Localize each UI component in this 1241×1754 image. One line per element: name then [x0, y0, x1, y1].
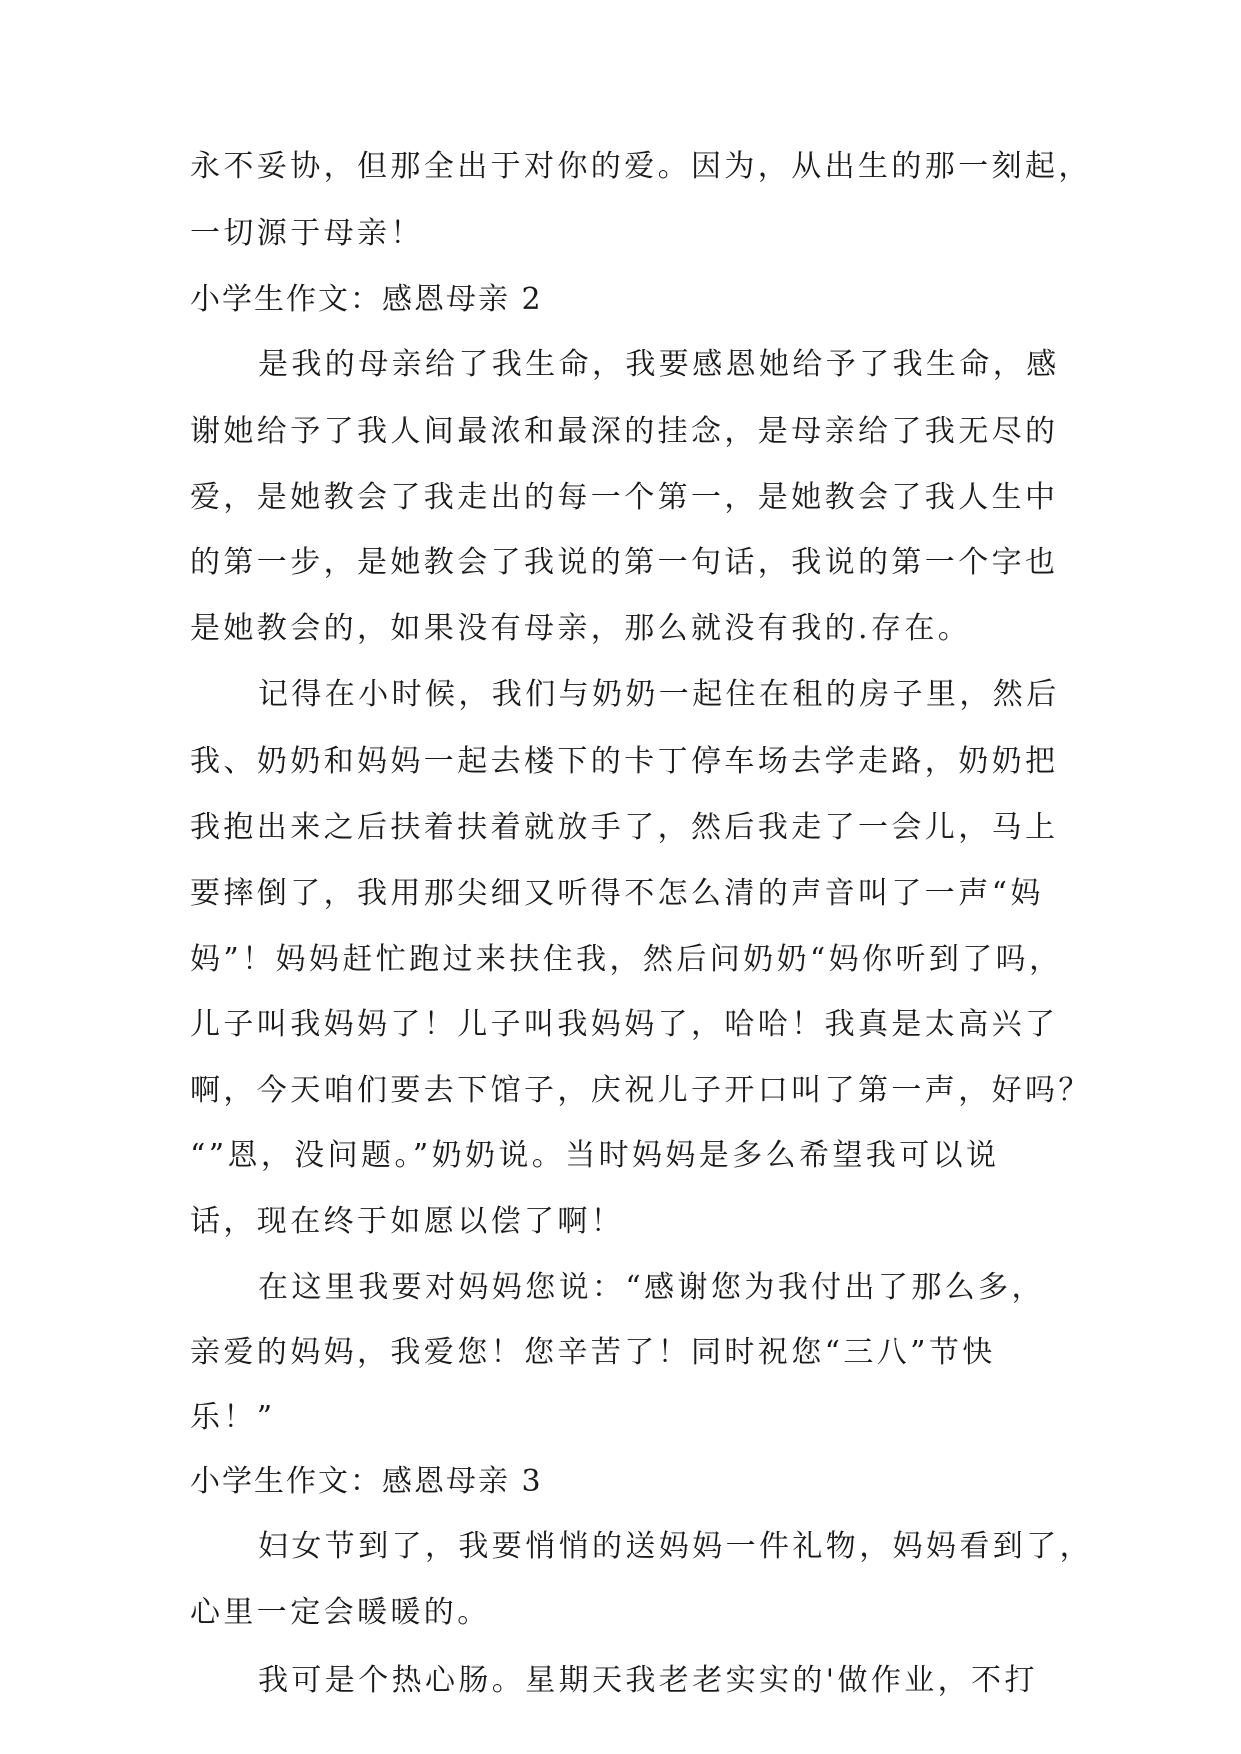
paragraph-line: [0, 1646, 1241, 1716]
line-text: 我可是个热心肠。星期天我老老实实的'做作业，不打: [258, 1663, 1038, 1698]
line-text: 我抱出来之后扶着扶着就放手了，然后我走了一会儿，马上: [190, 810, 1059, 845]
line-text: 要摔倒了，我用那尖细又听得不怎么清的声音叫了一声“妈: [190, 876, 1044, 911]
line-text: 是我的母亲给了我生命，我要感恩她给予了我生命，感: [258, 347, 1060, 382]
line-text: 心里一定会暖暖的。: [190, 1595, 491, 1630]
heading-text: 小学生作文：感恩母亲 2: [190, 282, 543, 317]
line-text: 记得在小时候，我们与奶奶一起住在租的房子里，然后: [258, 677, 1060, 712]
paragraph-line: [0, 1253, 1241, 1323]
paragraph-line: [0, 132, 1241, 202]
paragraph-line: [0, 1578, 1241, 1648]
line-text: 儿子叫我妈妈了！儿子叫我妈妈了，哈哈！我真是太高兴了: [190, 1007, 1059, 1042]
paragraph-line: [0, 594, 1241, 664]
line-text: 是她教会的，如果没有母亲，那么就没有我的.存在。: [190, 611, 972, 646]
paragraph-line: [0, 330, 1241, 400]
paragraph-line: [0, 990, 1241, 1060]
heading-text: 小学生作文：感恩母亲 3: [190, 1464, 543, 1499]
paragraph-line: [0, 1512, 1241, 1582]
line-text: 我、奶奶和妈妈一起去楼下的卡丁停车场去学走路，奶奶把: [190, 744, 1059, 779]
section-heading: [0, 265, 1241, 335]
paragraph-line: [0, 727, 1241, 797]
paragraph-line: [0, 1187, 1241, 1257]
section-heading: [0, 1447, 1241, 1517]
paragraph-line: [0, 1318, 1241, 1388]
line-text: 在这里我要对妈妈您说：“感谢您为我付出了那么多，: [258, 1270, 1045, 1305]
line-text: 爱，是她教会了我走出的每一个第一，是她教会了我人生中: [190, 480, 1059, 515]
paragraph-line: [0, 1121, 1241, 1191]
line-text: 永不妥协，但那全出于对你的爱。因为，从出生的那一刻起，: [190, 149, 1092, 184]
line-text: 妈”！妈妈赶忙跑过来扶住我，然后问奶奶“妈你听到了吗，: [190, 942, 1063, 977]
paragraph-line: [0, 528, 1241, 598]
paragraph-line: [0, 925, 1241, 995]
line-text: 妇女节到了，我要悄悄的送妈妈一件礼物，妈妈看到了，: [258, 1529, 1093, 1564]
line-text: 的第一步，是她教会了我说的第一句话，我说的第一个字也: [190, 545, 1059, 580]
paragraph-line: [0, 859, 1241, 929]
paragraph-line: [0, 1056, 1241, 1126]
paragraph-line: [0, 660, 1241, 730]
paragraph-line: [0, 463, 1241, 533]
line-text: 谢她给予了我人间最浓和最深的挂念，是母亲给了我无尽的: [190, 414, 1059, 449]
line-text: 亲爱的妈妈，我爱您！您辛苦了！同时祝您“三八”节快: [190, 1335, 996, 1370]
paragraph-line: [0, 1383, 1241, 1453]
line-text: 一切源于母亲！: [190, 216, 424, 251]
line-text: 啊，今天咱们要去下馆子，庆祝儿子开口叫了第一声，好吗？: [190, 1073, 1092, 1108]
line-text: 乐！”: [190, 1400, 276, 1435]
line-text: 话，现在终于如愿以偿了啊！: [190, 1204, 625, 1239]
paragraph-line: [0, 199, 1241, 269]
line-text: “”恩，没问题。”奶奶说。当时妈妈是多么希望我可以说: [190, 1138, 1000, 1173]
paragraph-line: [0, 793, 1241, 863]
paragraph-line: [0, 397, 1241, 467]
